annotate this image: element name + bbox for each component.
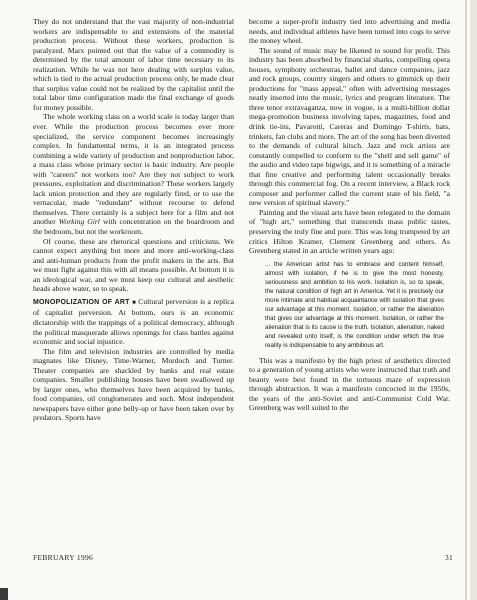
left-paragraph-2-end: with concentration on the boardroom and the bedroom, but not the workroom. — [33, 217, 234, 237]
left-paragraph-4 — [33, 297, 234, 347]
left-paragraph-1: They do not understand that the vast majority of non-industrial workers are indispensable to and extensions of the material production process. Without these workers, production is paralyzed. Marx pointed out that the value of a commodity is determined by the total amount of labor time necessary to its realization. While he was not here dealing with surplus value, which is tied to the actual production process only, he made clear that surplus value could not be realized by the capitalist until the total labor time configuration made the final exchange of goods for money possible. — [33, 17, 234, 112]
right-column — [249, 17, 450, 413]
right-paragraph-1: become a super-profit industry tied into advertising and media needs, and individual athletes have been turned into cogs to serve the money wheel. — [249, 17, 450, 46]
left-paragraph-3: Of course, these are rhetorical questions and criticisms. We cannot expect anything but more and more anti-working-class and anti-human products from the profit makers in the arts. But we must fight against this with all means possible. At bottom it is an ideological war, and we must keep our cultural and aesthetic heads above water, so to speak. — [33, 236, 234, 294]
greenberg-quote: ... the American artist has to embrace and content himself, almost with isolation, if he is to give the most honesty, seriousness and ambition to his work. Isolation is, so to speak, the natural condition of high art in America. Yet it is precisely our more intimate and habitual acquaintance with isolation that gives our advantage at this moment. Isolation, or rather the alienation that gives our advantage at this moment. Isolation, or rather the alienation that is its cause is the truth. Isolation, alienation, naked and revealed unto itself, is the condition under which the true reality is indispensable to any ambitious art. — [265, 260, 444, 349]
left-column — [33, 17, 234, 423]
page-number: 31 — [445, 553, 454, 562]
left-paragraph-2-text: The whole working class on a world scale is today larger than ever. While the production process becomes ever more specialized, the service component becomes increasingly complex. In fundamental terms, it is an integrated process combining a wide variety of production and nonproduction labor, a mass class whose primary sector is basic industry. Are people with "careers" not workers too? Are they not subject to work pressures, exploitation and discrimination? These workers largely lack union protection and they are regularly fired, or to use the vernacular, made "redundant" without recourse to defend themselves. There certainly is a subject here for a film and not another — [33, 112, 234, 227]
section-heading: MONOPOLIZATION OF ART — [33, 298, 130, 306]
section-marker-icon: ■ — [131, 299, 137, 306]
right-paragraph-4: This was a manifesto by the high priest of aesthetics directed to a generation of young artists who were instructed that truth and beauty were best found in the tortuous maze of expression through abstraction. It was a manifesto concocted in the 1950s, the years of the anti-Soviet and anti-Communist Cold War. Greenberg was well suited to the — [249, 355, 450, 413]
right-paragraph-3: Painting and the visual arts have been relegated to the domain of "high art," something that transcends mass public tastes, preserving the truly fine and pure. This was long trumpeted by art critics Hilton Kramer, Clement Greenberg and others. As Greenberg stated in an article written years ago: — [249, 207, 450, 256]
left-paragraph-5: The film and television industries are controlled by media magnates like Disney, Time-Warner, Murdoch and Turner. Theater companies are shackled by banks and real estate companies. Smaller publishing houses have been swallowed up by larger ones, who themselves have been acquired by banks, food companies, oil conglomerates and such. Most independent newspapers have either gone belly-up or have been taken over by predators. Sports have — [33, 346, 234, 423]
left-paragraph-2 — [33, 112, 234, 236]
right-paragraph-2: The sound of music may be likened to sound for profit. This industry has been absorbed by financial sharks, compelling opera houses, symphony orchestras, ballet and dance companies, jazz and rock groups, country singers and others to gimmick up their productions for "mass appeal," often with advertising messages neatly inserted into the music, lyrics and program literature. The three tenor extravaganza, now in vogue, is a multi-billion dollar mega-promotion business involving tapes, magazines, food and drink tie-ins, Pavarotti, Careras and Domingo T-shirts, hats, trinkets, fan clubs and more. The art of the song has been diverted to the demands of cultural kitsch. Jazz and rock artists are constantly compelled to conform to the "shell and sell game" of the audio and video tape bigwigs, and it is something of a miracle that fine creative and performing talent occasionally breaks through this commercial fog. On a recent interview, a Black rock composer and performer called the current state of his field, "a new version of spiritual slavery." — [249, 45, 450, 208]
left-paragraph-4-text: Cultural perversion is a replica of capitalist perversion. At bottom, ours is an economic dictatorship with the trappings of a political democracy, although the political masquerade allows openings for class battles against economic and social injustice. — [33, 296, 234, 347]
corner-crop-mark — [0, 588, 8, 600]
binding-rule — [465, 0, 467, 600]
page-edge-shadow — [470, 0, 477, 600]
issue-date: FEBRUARY 1996 — [33, 553, 94, 562]
film-title-working-girl: Working Girl — [58, 217, 100, 227]
